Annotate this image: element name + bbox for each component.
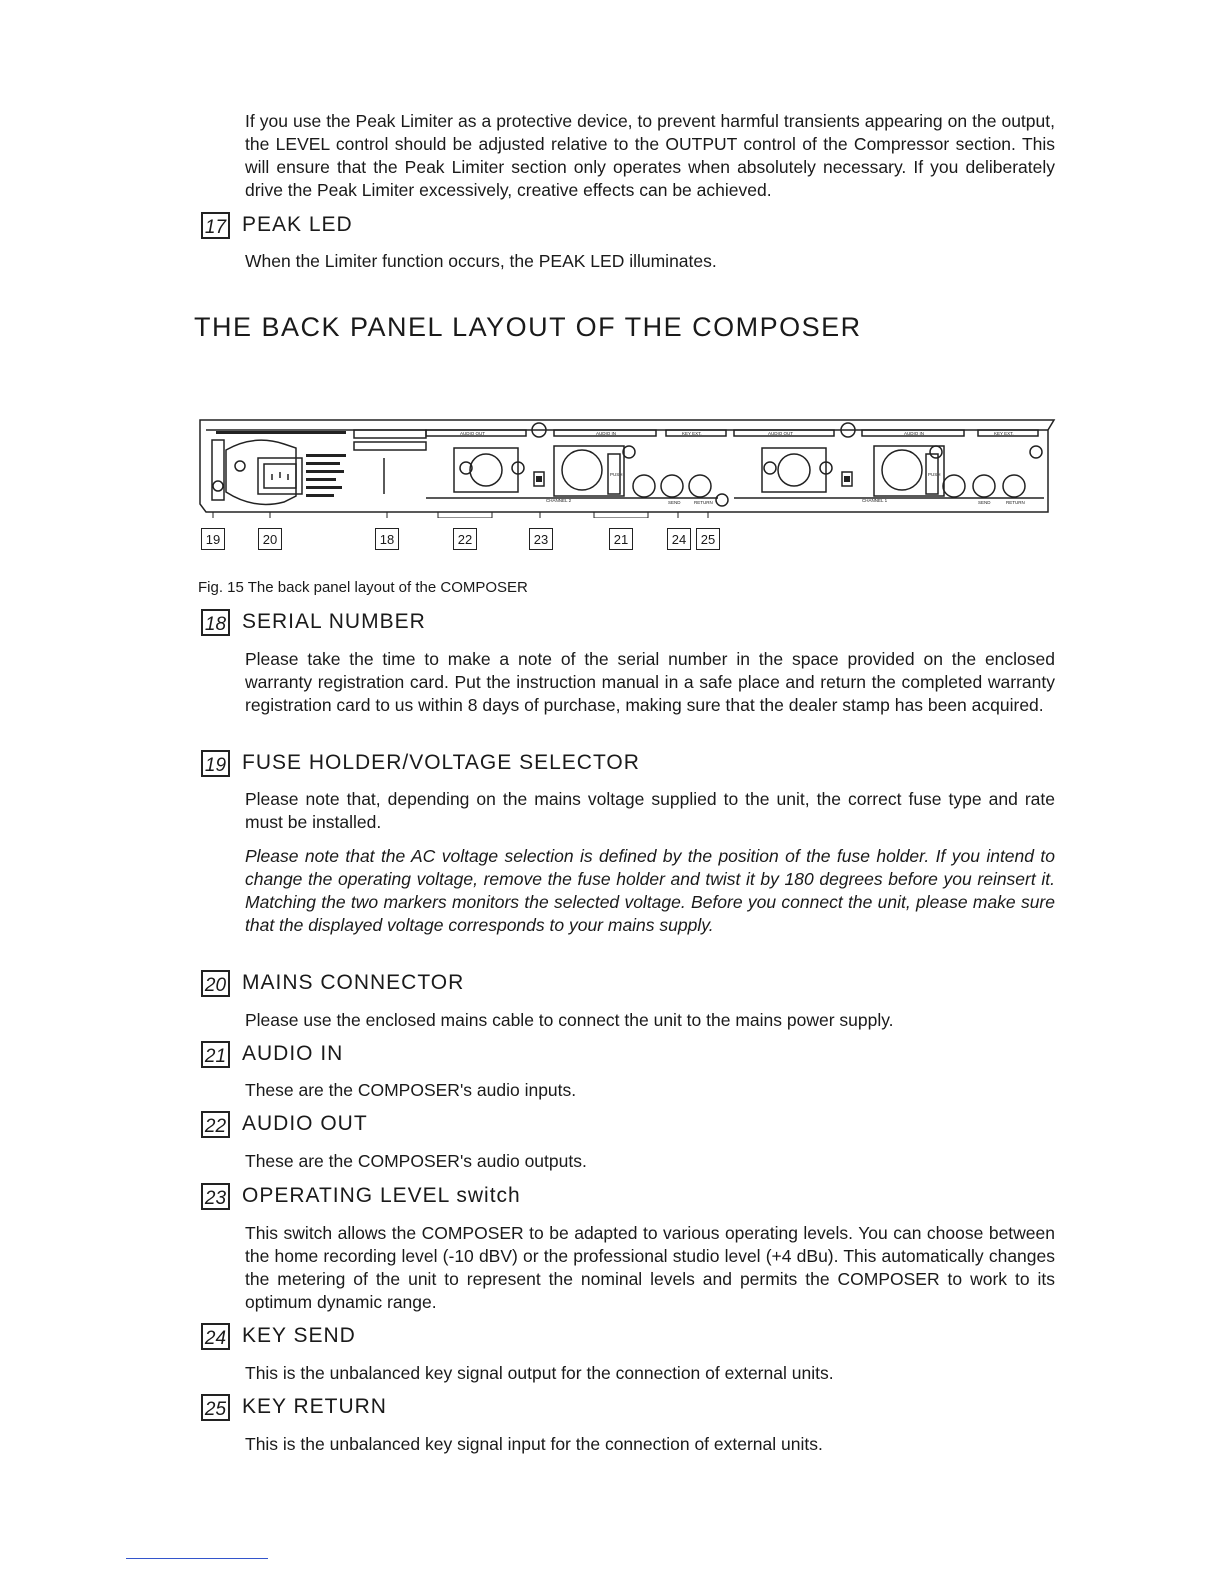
section-title: MAINS CONNECTOR — [242, 971, 465, 994]
footer-divider — [126, 1558, 268, 1559]
back-panel-figure — [198, 418, 1058, 523]
section-17-text: When the Limiter function occurs, the PEAK LED illuminates. — [245, 251, 717, 271]
section-22-heading — [201, 1109, 368, 1139]
section-25-heading — [201, 1392, 387, 1422]
send-label-ch1: SEND — [978, 500, 991, 505]
callout-23: 23 — [529, 528, 553, 550]
section-21-heading — [201, 1039, 343, 1069]
section-24-text: This is the unbalanced key signal output for the connection of external units. — [245, 1363, 834, 1383]
section-number-badge: 21 — [201, 1041, 230, 1068]
return-label-ch1: RETURN — [1006, 500, 1025, 505]
push-label-ch2: PUSH — [610, 472, 623, 477]
section-title: FUSE HOLDER/VOLTAGE SELECTOR — [242, 751, 640, 774]
callout-21: 21 — [609, 528, 633, 550]
section-title: KEY RETURN — [242, 1395, 387, 1418]
section-number-badge: 20 — [201, 970, 230, 997]
section-25-text: This is the unbalanced key signal input for the connection of external units. — [245, 1434, 823, 1454]
callout-24: 24 — [667, 528, 691, 550]
section-23-heading — [201, 1181, 521, 1211]
section-number-badge: 18 — [201, 609, 230, 636]
section-19-text: Please note that, depending on the mains voltage supplied to the unit, the correct fuse type and rate must be installed. — [245, 789, 1055, 832]
section-20-heading — [201, 968, 464, 998]
callout-22: 22 — [453, 528, 477, 550]
send-label-ch2: SEND — [668, 500, 681, 505]
section-number-badge: 22 — [201, 1111, 230, 1138]
section-title: KEY SEND — [242, 1324, 356, 1347]
section-18-heading — [201, 607, 426, 637]
channel-2-label: CHANNEL 2 — [546, 498, 572, 503]
audio-out-label-ch1: AUDIO OUT — [768, 431, 794, 436]
section-title: OPERATING LEVEL switch — [242, 1184, 521, 1207]
section-title: AUDIO IN — [242, 1042, 344, 1065]
audio-in-label-ch1: AUDIO IN — [904, 431, 925, 436]
section-number-badge: 24 — [201, 1323, 230, 1350]
section-title: AUDIO OUT — [242, 1112, 368, 1135]
section-20-text: Please use the enclosed mains cable to connect the unit to the mains power supply. — [245, 1010, 894, 1030]
section-23-text: This switch allows the COMPOSER to be adapted to various operating levels. You can choose between the home recording level (-10 dBV) or the professional studio level (+4 dBu). This automatically changes the metering of the unit to represent the nominal levels and permits the COMPOSER to work to its optimum dynamic range. — [245, 1223, 1055, 1312]
section-19-heading — [201, 748, 640, 778]
section-title: PEAK LED — [242, 213, 353, 236]
section-21-text: These are the COMPOSER's audio inputs. — [245, 1080, 577, 1100]
callout-20: 20 — [258, 528, 282, 550]
audio-out-label-ch2: AUDIO OUT — [460, 431, 486, 436]
section-number-badge: 23 — [201, 1183, 230, 1210]
push-label-ch1: PUSH — [928, 472, 941, 477]
return-label-ch2: RETURN — [694, 500, 713, 505]
back-panel-drawing — [198, 418, 1058, 518]
section-number-badge: 19 — [201, 750, 230, 777]
section-title: SERIAL NUMBER — [242, 610, 426, 633]
section-number-badge: 17 — [201, 212, 230, 239]
key-ext-label-ch2: KEY EXT. — [682, 431, 702, 436]
section-number-badge: 25 — [201, 1394, 230, 1421]
section-24-heading — [201, 1321, 356, 1351]
audio-in-label-ch2: AUDIO IN — [596, 431, 617, 436]
callout-25: 25 — [696, 528, 720, 550]
section-19-note: Please note that the AC voltage selection is defined by the position of the fuse holder. If you intend to change the operating voltage, remove the fuse holder and twist it by 180 degrees before you reinsert it. Matching the two markers monitors the selected voltage. Before you connect the unit, please make sure that the displayed voltage corresponds to your mains supply. — [245, 846, 1055, 935]
page-title: THE BACK PANEL LAYOUT OF THE COMPOSER — [194, 312, 862, 342]
channel-1-label: CHANNEL 1 — [862, 498, 888, 503]
callout-19: 19 — [201, 528, 225, 550]
callout-18: 18 — [375, 528, 399, 550]
intro-paragraph: If you use the Peak Limiter as a protective device, to prevent harmful transients appearing on the output, the LEVEL control should be adjusted relative to the OUTPUT control of the Compressor section. This will ensure that the Peak Limiter section only operates when absolutely necessary. If you deliberately drive the Peak Limiter excessively, creative effects can be achieved. — [245, 111, 1055, 200]
section-18-text: Please take the time to make a note of the serial number in the space provided on the enclosed warranty registration card. Put the instruction manual in a safe place and return the completed warranty registration card to us within 8 days of purchase, making sure that the dealer stamp has been acquired. — [245, 649, 1055, 715]
section-17-heading — [201, 210, 353, 240]
section-22-text: These are the COMPOSER's audio outputs. — [245, 1151, 587, 1171]
key-ext-label-ch1: KEY EXT. — [994, 431, 1014, 436]
figure-caption: Fig. 15 The back panel layout of the COMPOSER — [198, 579, 528, 596]
